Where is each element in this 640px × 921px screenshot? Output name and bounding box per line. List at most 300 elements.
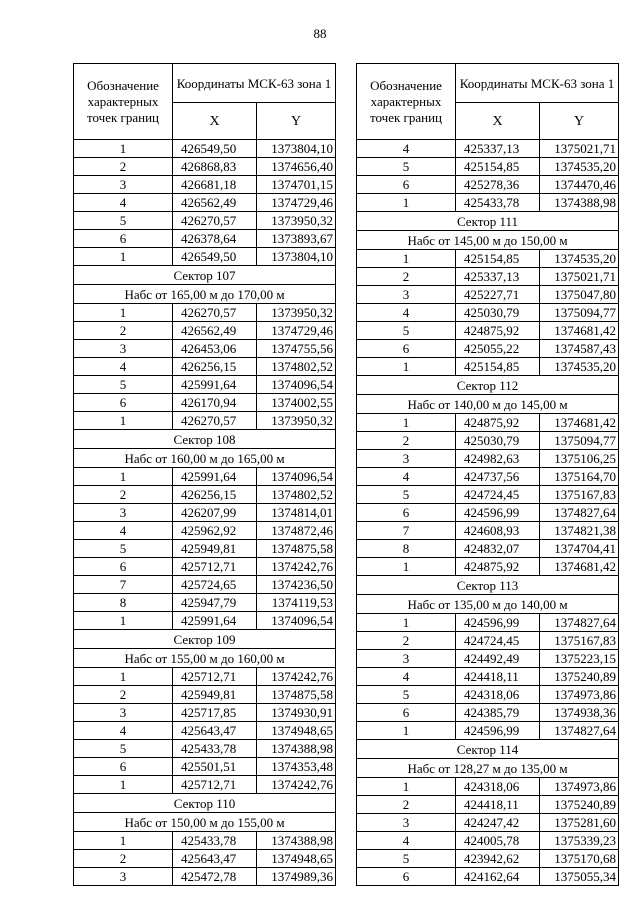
point-number-cell: 1 <box>74 248 173 266</box>
point-number-cell: 1 <box>74 304 173 322</box>
table-row <box>74 176 336 194</box>
point-number-cell: 4 <box>74 722 173 740</box>
x-coordinate-cell: 426453,06 <box>173 340 257 358</box>
point-number-cell: 1 <box>357 614 456 632</box>
point-number-cell: 5 <box>357 850 456 868</box>
table-row <box>357 722 619 740</box>
y-coordinate-cell: 1374827,64 <box>540 614 619 632</box>
x-coordinate-cell: 425433,78 <box>456 194 540 212</box>
point-number-cell: 5 <box>357 322 456 340</box>
point-number-cell: 2 <box>74 486 173 504</box>
section-heading: Сектор 108 <box>74 430 336 449</box>
point-number-cell: 6 <box>74 558 173 576</box>
y-coordinate-cell: 1374242,76 <box>257 558 336 576</box>
section-heading: Набс от 155,00 м до 160,00 м <box>74 649 336 668</box>
point-number-cell: 5 <box>74 740 173 758</box>
point-number-cell: 3 <box>74 504 173 522</box>
y-coordinate-cell: 1374989,36 <box>257 868 336 886</box>
x-coordinate-cell: 424385,79 <box>456 704 540 722</box>
y-coordinate-cell: 1374681,42 <box>540 558 619 576</box>
x-coordinate-cell: 424832,07 <box>456 540 540 558</box>
x-coordinate-cell: 425030,79 <box>456 432 540 450</box>
section-heading: Сектор 107 <box>74 266 336 285</box>
x-coordinate-cell: 425962,92 <box>173 522 257 540</box>
header-y-label: Y <box>257 103 336 140</box>
section-heading: Сектор 113 <box>357 576 619 595</box>
y-coordinate-cell: 1374802,52 <box>257 486 336 504</box>
point-number-cell: 6 <box>357 504 456 522</box>
y-coordinate-cell: 1374353,48 <box>257 758 336 776</box>
table-row <box>357 778 619 796</box>
table-row <box>74 486 336 504</box>
y-coordinate-cell: 1374587,43 <box>540 340 619 358</box>
table-row <box>74 576 336 594</box>
header-y-label: Y <box>540 103 619 140</box>
point-number-cell: 1 <box>74 140 173 158</box>
y-coordinate-cell: 1374242,76 <box>257 668 336 686</box>
x-coordinate-cell: 425337,13 <box>456 268 540 286</box>
point-number-cell: 6 <box>357 176 456 194</box>
y-coordinate-cell: 1374096,54 <box>257 376 336 394</box>
y-coordinate-cell: 1374656,40 <box>257 158 336 176</box>
section-heading-row <box>74 430 336 449</box>
x-coordinate-cell: 425949,81 <box>173 686 257 704</box>
point-number-cell: 1 <box>74 668 173 686</box>
point-number-cell: 1 <box>357 250 456 268</box>
y-coordinate-cell: 1374802,52 <box>257 358 336 376</box>
section-heading-row <box>357 231 619 250</box>
x-coordinate-cell: 425501,51 <box>173 758 257 776</box>
point-number-cell: 6 <box>74 394 173 412</box>
point-number-cell: 5 <box>74 376 173 394</box>
section-heading-row <box>357 395 619 414</box>
table-row <box>74 158 336 176</box>
table-row <box>74 340 336 358</box>
y-coordinate-cell: 1374875,58 <box>257 686 336 704</box>
x-coordinate-cell: 425717,85 <box>173 704 257 722</box>
table-row <box>357 322 619 340</box>
point-number-cell: 1 <box>357 778 456 796</box>
y-coordinate-cell: 1375021,71 <box>540 268 619 286</box>
x-coordinate-cell: 424596,99 <box>456 504 540 522</box>
y-coordinate-cell: 1375055,34 <box>540 868 619 886</box>
y-coordinate-cell: 1375047,80 <box>540 286 619 304</box>
point-number-cell: 4 <box>357 468 456 486</box>
table-row <box>357 176 619 194</box>
x-coordinate-cell: 424418,11 <box>456 668 540 686</box>
coordinates-table-right <box>356 63 619 886</box>
y-coordinate-cell: 1374938,36 <box>540 704 619 722</box>
y-coordinate-cell: 1373950,32 <box>257 412 336 430</box>
y-coordinate-cell: 1375167,83 <box>540 632 619 650</box>
point-number-cell: 6 <box>357 340 456 358</box>
x-coordinate-cell: 424596,99 <box>456 614 540 632</box>
point-number-cell: 4 <box>74 522 173 540</box>
section-heading-row <box>74 285 336 304</box>
section-heading-row <box>74 813 336 832</box>
table-row <box>357 358 619 376</box>
table-row <box>357 832 619 850</box>
table-row <box>74 230 336 248</box>
table-row <box>357 868 619 886</box>
y-coordinate-cell: 1374875,58 <box>257 540 336 558</box>
point-number-cell: 3 <box>74 704 173 722</box>
section-heading: Набс от 145,00 м до 150,00 м <box>357 231 619 250</box>
x-coordinate-cell: 425433,78 <box>173 740 257 758</box>
y-coordinate-cell: 1373950,32 <box>257 212 336 230</box>
table-row <box>74 832 336 850</box>
x-coordinate-cell: 425227,71 <box>456 286 540 304</box>
table-row <box>357 268 619 286</box>
point-number-cell: 4 <box>357 668 456 686</box>
point-number-cell: 1 <box>357 358 456 376</box>
point-number-cell: 7 <box>357 522 456 540</box>
y-coordinate-cell: 1374535,20 <box>540 158 619 176</box>
table-row <box>74 850 336 868</box>
y-coordinate-cell: 1374242,76 <box>257 776 336 794</box>
point-number-cell: 2 <box>74 850 173 868</box>
section-heading: Сектор 109 <box>74 630 336 649</box>
section-heading: Набс от 140,00 м до 145,00 м <box>357 395 619 414</box>
y-coordinate-cell: 1374388,98 <box>540 194 619 212</box>
header-x-label: X <box>456 103 540 140</box>
point-number-cell: 1 <box>74 468 173 486</box>
point-number-cell: 6 <box>357 704 456 722</box>
section-heading: Набс от 128,27 м до 135,00 м <box>357 759 619 778</box>
y-coordinate-cell: 1374948,65 <box>257 722 336 740</box>
y-coordinate-cell: 1374930,91 <box>257 704 336 722</box>
table-body-right <box>357 140 619 886</box>
point-number-cell: 2 <box>357 796 456 814</box>
x-coordinate-cell: 426868,83 <box>173 158 257 176</box>
table-row <box>357 614 619 632</box>
x-coordinate-cell: 425712,71 <box>173 668 257 686</box>
y-coordinate-cell: 1374535,20 <box>540 250 619 268</box>
table-row <box>357 468 619 486</box>
point-number-cell: 1 <box>74 832 173 850</box>
point-number-cell: 2 <box>357 632 456 650</box>
x-coordinate-cell: 424247,42 <box>456 814 540 832</box>
table-row <box>74 612 336 630</box>
table-row <box>74 322 336 340</box>
x-coordinate-cell: 424875,92 <box>456 414 540 432</box>
section-heading: Набс от 165,00 м до 170,00 м <box>74 285 336 304</box>
y-coordinate-cell: 1374827,64 <box>540 722 619 740</box>
table-row <box>357 432 619 450</box>
table-row <box>74 140 336 158</box>
y-coordinate-cell: 1374701,15 <box>257 176 336 194</box>
table-row <box>74 740 336 758</box>
table-row <box>74 194 336 212</box>
table-row <box>74 558 336 576</box>
y-coordinate-cell: 1375281,60 <box>540 814 619 832</box>
y-coordinate-cell: 1374681,42 <box>540 414 619 432</box>
table-row <box>357 140 619 158</box>
point-number-cell: 6 <box>74 230 173 248</box>
point-number-cell: 1 <box>357 414 456 432</box>
point-number-cell: 3 <box>74 176 173 194</box>
x-coordinate-cell: 425991,64 <box>173 612 257 630</box>
table-row <box>74 376 336 394</box>
y-coordinate-cell: 1374948,65 <box>257 850 336 868</box>
table-row <box>357 250 619 268</box>
y-coordinate-cell: 1373893,67 <box>257 230 336 248</box>
x-coordinate-cell: 424875,92 <box>456 322 540 340</box>
x-coordinate-cell: 425643,47 <box>173 722 257 740</box>
x-coordinate-cell: 425991,64 <box>173 468 257 486</box>
table-row <box>74 504 336 522</box>
y-coordinate-cell: 1374729,46 <box>257 194 336 212</box>
x-coordinate-cell: 425643,47 <box>173 850 257 868</box>
x-coordinate-cell: 425030,79 <box>456 304 540 322</box>
x-coordinate-cell: 424005,78 <box>456 832 540 850</box>
section-heading: Набс от 135,00 м до 140,00 м <box>357 595 619 614</box>
y-coordinate-cell: 1375167,83 <box>540 486 619 504</box>
point-number-cell: 3 <box>357 814 456 832</box>
y-coordinate-cell: 1375164,70 <box>540 468 619 486</box>
x-coordinate-cell: 425712,71 <box>173 776 257 794</box>
table-row <box>357 704 619 722</box>
x-coordinate-cell: 425154,85 <box>456 158 540 176</box>
table-row <box>357 540 619 558</box>
y-coordinate-cell: 1374388,98 <box>257 740 336 758</box>
point-number-cell: 4 <box>357 140 456 158</box>
table-row <box>357 650 619 668</box>
table-row <box>357 414 619 432</box>
table-row <box>74 594 336 612</box>
x-coordinate-cell: 426270,57 <box>173 304 257 322</box>
y-coordinate-cell: 1374096,54 <box>257 612 336 630</box>
point-number-cell: 1 <box>74 412 173 430</box>
header-coords-label: Координаты МСК-63 зона 1 <box>456 64 619 103</box>
table-row <box>74 248 336 266</box>
point-number-cell: 8 <box>74 594 173 612</box>
x-coordinate-cell: 423942,62 <box>456 850 540 868</box>
header-x-label: X <box>173 103 257 140</box>
point-number-cell: 3 <box>357 450 456 468</box>
point-number-cell: 3 <box>74 868 173 886</box>
section-heading: Набс от 150,00 м до 155,00 м <box>74 813 336 832</box>
y-coordinate-cell: 1375170,68 <box>540 850 619 868</box>
table-row <box>74 304 336 322</box>
x-coordinate-cell: 424318,06 <box>456 778 540 796</box>
table-row <box>357 194 619 212</box>
section-heading-row <box>74 630 336 649</box>
table-row <box>357 796 619 814</box>
section-heading-row <box>74 266 336 285</box>
table-row <box>357 558 619 576</box>
y-coordinate-cell: 1374973,86 <box>540 686 619 704</box>
x-coordinate-cell: 425055,22 <box>456 340 540 358</box>
section-heading: Набс от 160,00 м до 165,00 м <box>74 449 336 468</box>
page-number: 88 <box>313 26 327 41</box>
table-row <box>74 468 336 486</box>
section-heading-row <box>74 449 336 468</box>
section-heading-row <box>357 576 619 595</box>
x-coordinate-cell: 425949,81 <box>173 540 257 558</box>
x-coordinate-cell: 424608,93 <box>456 522 540 540</box>
x-coordinate-cell: 426681,18 <box>173 176 257 194</box>
x-coordinate-cell: 424724,45 <box>456 486 540 504</box>
point-number-cell: 4 <box>74 358 173 376</box>
table-row <box>74 540 336 558</box>
table-row <box>74 758 336 776</box>
x-coordinate-cell: 424318,06 <box>456 686 540 704</box>
header-point-label: Обозначение характерных точек границ <box>74 64 173 140</box>
table-body-left <box>74 140 336 886</box>
point-number-cell: 2 <box>74 686 173 704</box>
y-coordinate-cell: 1374119,53 <box>257 594 336 612</box>
x-coordinate-cell: 425991,64 <box>173 376 257 394</box>
x-coordinate-cell: 424737,56 <box>456 468 540 486</box>
y-coordinate-cell: 1375223,15 <box>540 650 619 668</box>
x-coordinate-cell: 426562,49 <box>173 194 257 212</box>
point-number-cell: 6 <box>74 758 173 776</box>
y-coordinate-cell: 1374729,46 <box>257 322 336 340</box>
y-coordinate-cell: 1375339,23 <box>540 832 619 850</box>
point-number-cell: 2 <box>74 322 173 340</box>
x-coordinate-cell: 424982,63 <box>456 450 540 468</box>
x-coordinate-cell: 424724,45 <box>456 632 540 650</box>
y-coordinate-cell: 1375106,25 <box>540 450 619 468</box>
y-coordinate-cell: 1373804,10 <box>257 248 336 266</box>
y-coordinate-cell: 1375094,77 <box>540 432 619 450</box>
section-heading-row <box>74 649 336 668</box>
section-heading: Сектор 110 <box>74 794 336 813</box>
y-coordinate-cell: 1374755,56 <box>257 340 336 358</box>
y-coordinate-cell: 1373950,32 <box>257 304 336 322</box>
x-coordinate-cell: 426256,15 <box>173 358 257 376</box>
x-coordinate-cell: 425712,71 <box>173 558 257 576</box>
table-row <box>357 522 619 540</box>
x-coordinate-cell: 426256,15 <box>173 486 257 504</box>
table-row <box>357 286 619 304</box>
x-coordinate-cell: 425472,78 <box>173 868 257 886</box>
x-coordinate-cell: 425154,85 <box>456 358 540 376</box>
x-coordinate-cell: 426207,99 <box>173 504 257 522</box>
x-coordinate-cell: 426549,50 <box>173 140 257 158</box>
table-row <box>74 522 336 540</box>
table-row <box>74 704 336 722</box>
point-number-cell: 1 <box>74 776 173 794</box>
x-coordinate-cell: 425724,65 <box>173 576 257 594</box>
point-number-cell: 6 <box>357 868 456 886</box>
y-coordinate-cell: 1375240,89 <box>540 668 619 686</box>
y-coordinate-cell: 1374096,54 <box>257 468 336 486</box>
x-coordinate-cell: 425947,79 <box>173 594 257 612</box>
section-heading-row <box>357 595 619 614</box>
y-coordinate-cell: 1374388,98 <box>257 832 336 850</box>
section-heading-row <box>357 740 619 759</box>
section-heading-row <box>74 794 336 813</box>
x-coordinate-cell: 425337,13 <box>456 140 540 158</box>
table-row <box>357 632 619 650</box>
y-coordinate-cell: 1374470,46 <box>540 176 619 194</box>
point-number-cell: 2 <box>357 268 456 286</box>
table-row <box>74 212 336 230</box>
point-number-cell: 4 <box>357 832 456 850</box>
point-number-cell: 5 <box>74 540 173 558</box>
x-coordinate-cell: 424418,11 <box>456 796 540 814</box>
y-coordinate-cell: 1374872,46 <box>257 522 336 540</box>
point-number-cell: 4 <box>74 194 173 212</box>
x-coordinate-cell: 424162,64 <box>456 868 540 886</box>
x-coordinate-cell: 426270,57 <box>173 412 257 430</box>
y-coordinate-cell: 1374814,01 <box>257 504 336 522</box>
table-row <box>74 776 336 794</box>
point-number-cell: 1 <box>74 612 173 630</box>
x-coordinate-cell: 426549,50 <box>173 248 257 266</box>
point-number-cell: 2 <box>357 432 456 450</box>
section-heading: Сектор 112 <box>357 376 619 395</box>
table-row <box>357 450 619 468</box>
x-coordinate-cell: 426170,94 <box>173 394 257 412</box>
table-row <box>357 668 619 686</box>
header-coords-label: Координаты МСК-63 зона 1 <box>173 64 336 103</box>
point-number-cell: 1 <box>357 558 456 576</box>
table-row <box>357 158 619 176</box>
table-row <box>74 686 336 704</box>
x-coordinate-cell: 426562,49 <box>173 322 257 340</box>
point-number-cell: 8 <box>357 540 456 558</box>
point-number-cell: 3 <box>357 286 456 304</box>
point-number-cell: 5 <box>357 486 456 504</box>
table-row <box>74 868 336 886</box>
x-coordinate-cell: 425154,85 <box>456 250 540 268</box>
y-coordinate-cell: 1374535,20 <box>540 358 619 376</box>
table-row <box>357 486 619 504</box>
x-coordinate-cell: 426378,64 <box>173 230 257 248</box>
x-coordinate-cell: 425278,36 <box>456 176 540 194</box>
y-coordinate-cell: 1375021,71 <box>540 140 619 158</box>
point-number-cell: 5 <box>74 212 173 230</box>
point-number-cell: 7 <box>74 576 173 594</box>
x-coordinate-cell: 424492,49 <box>456 650 540 668</box>
y-coordinate-cell: 1375240,89 <box>540 796 619 814</box>
point-number-cell: 2 <box>74 158 173 176</box>
header-point-label: Обозначение характерных точек границ <box>357 64 456 140</box>
section-heading-row <box>357 212 619 231</box>
x-coordinate-cell: 426270,57 <box>173 212 257 230</box>
y-coordinate-cell: 1373804,10 <box>257 140 336 158</box>
point-number-cell: 5 <box>357 158 456 176</box>
point-number-cell: 5 <box>357 686 456 704</box>
section-heading-row <box>357 376 619 395</box>
y-coordinate-cell: 1374973,86 <box>540 778 619 796</box>
section-heading-row <box>357 759 619 778</box>
section-heading: Сектор 111 <box>357 212 619 231</box>
table-row <box>74 394 336 412</box>
y-coordinate-cell: 1374236,50 <box>257 576 336 594</box>
y-coordinate-cell: 1374002,55 <box>257 394 336 412</box>
table-row <box>74 668 336 686</box>
point-number-cell: 3 <box>74 340 173 358</box>
y-coordinate-cell: 1374704,41 <box>540 540 619 558</box>
point-number-cell: 4 <box>357 304 456 322</box>
x-coordinate-cell: 424596,99 <box>456 722 540 740</box>
table-row <box>357 340 619 358</box>
x-coordinate-cell: 424875,92 <box>456 558 540 576</box>
point-number-cell: 1 <box>357 722 456 740</box>
table-row <box>357 850 619 868</box>
table-row <box>357 814 619 832</box>
table-row <box>74 412 336 430</box>
y-coordinate-cell: 1374681,42 <box>540 322 619 340</box>
y-coordinate-cell: 1374821,38 <box>540 522 619 540</box>
y-coordinate-cell: 1374827,64 <box>540 504 619 522</box>
x-coordinate-cell: 425433,78 <box>173 832 257 850</box>
table-row <box>357 304 619 322</box>
